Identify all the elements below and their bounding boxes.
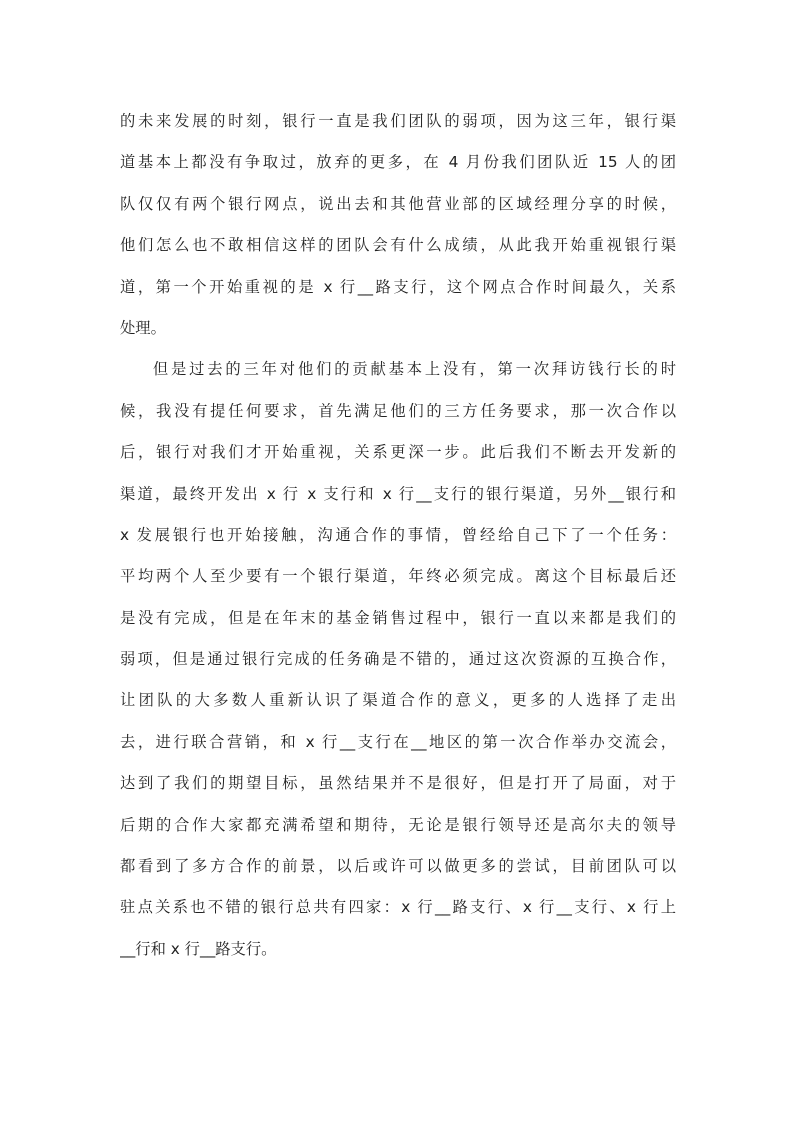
text-line-content: 处理。 [120,318,166,337]
text-line [120,556,676,597]
text-line [120,349,676,390]
text-line-content: 渠道，最终开发出 x 行 x 支行和 x 行__支行的银行渠道，另外__银行和 [120,484,676,503]
text-line [120,515,676,556]
text-line-content: 平均两个人至少要有一个银行渠道，年终必须完成。离这个目标最后还 [120,567,676,586]
text-line-content: 驻点关系也不错的银行总共有四家：x 行__路支行、x 行__支行、x 行上 [120,898,676,917]
text-line-content: 但是过去的三年对他们的贡献基本上没有，第一次拜访钱行长的时 [150,360,676,379]
text-line [120,308,676,349]
text-line-content: 他们怎么也不敢相信这样的团队会有什么成绩，从此我开始重视银行渠 [120,236,676,255]
text-line [120,680,676,721]
text-line [120,142,676,183]
text-line [120,474,676,515]
text-line [120,598,676,639]
text-line [120,929,676,970]
text-line [120,846,676,887]
text-line-content: 道，第一个开始重视的是 x 行__路支行，这个网点合作时间最久，关系 [120,277,676,296]
text-line-content: 去，进行联合营销，和 x 行__支行在__地区的第一次合作举办交流会， [120,732,676,751]
text-line-content: 弱项，但是通过银行完成的任务确是不错的，通过这次资源的互换合作， [120,650,676,669]
text-line [120,225,676,266]
text-line [120,639,676,680]
text-line [120,267,676,308]
text-line [120,432,676,473]
text-line [120,391,676,432]
text-line-content: 后期的合作大家都充满希望和期待，无论是银行领导还是高尔夫的领导 [120,815,676,834]
text-line-content: 候，我没有提任何要求，首先满足他们的三方任务要求，那一次合作以 [120,401,676,420]
text-line-content: 队仅仅有两个银行网点，说出去和其他营业部的区域经理分享的时候， [120,194,676,213]
text-line [120,763,676,804]
text-line-content: x 发展银行也开始接触，沟通合作的事情，曾经给自己下了一个任务： [120,525,676,544]
text-line-content: 是没有完成，但是在年末的基金销售过程中，银行一直以来都是我们的 [120,608,676,627]
text-line-content: 都看到了多方合作的前景，以后或许可以做更多的尝试，目前团队可以 [120,857,676,876]
document-body [120,101,676,970]
text-line [120,805,676,846]
text-line [120,101,676,142]
text-line [120,887,676,928]
text-line [120,184,676,225]
text-line-content: 道基本上都没有争取过，放弃的更多，在 4 月份我们团队近 15 人的团 [120,153,676,172]
text-line [120,722,676,763]
text-line-content: 后，银行对我们才开始重视，关系更深一步。此后我们不断去开发新的 [120,443,676,462]
text-line-content: 的未来发展的时刻，银行一直是我们团队的弱项，因为这三年，银行渠 [120,112,676,130]
text-line-content: __行和 x 行__路支行。 [120,939,277,958]
text-line-content: 达到了我们的期望目标，虽然结果并不是很好，但是打开了局面，对于 [120,774,676,793]
text-line-content: 让团队的大多数人重新认识了渠道合作的意义，更多的人选择了走出 [120,691,676,710]
